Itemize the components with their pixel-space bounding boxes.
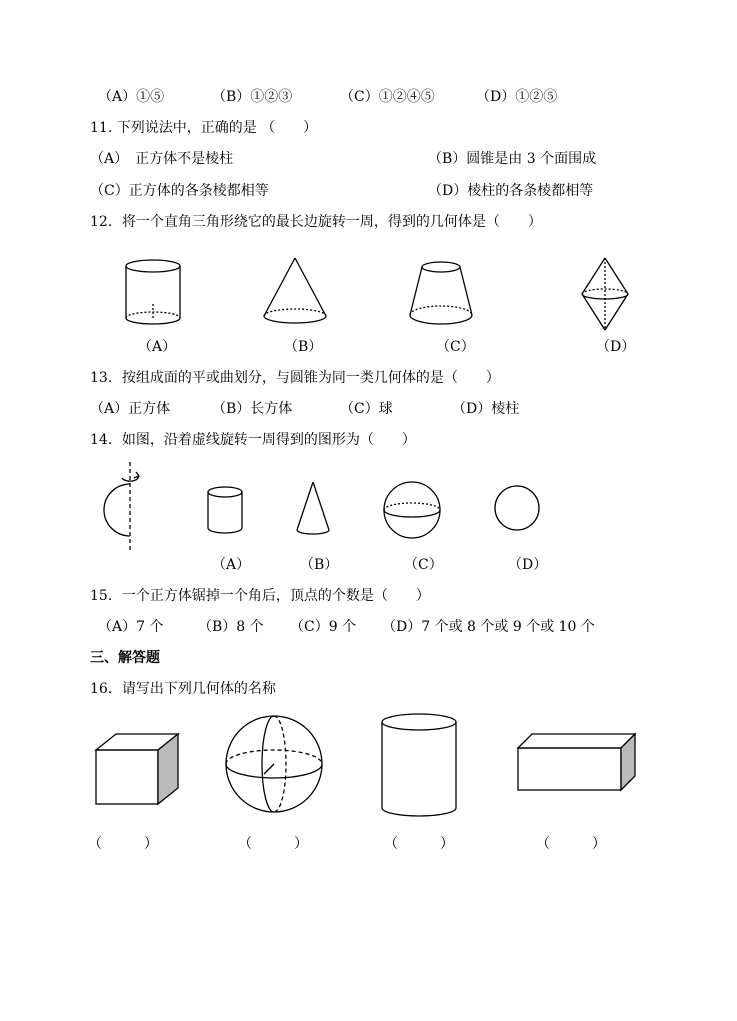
section-title: 三、解答题 <box>90 650 160 666</box>
q15-option-b: （B）8 个 <box>198 619 264 635</box>
q16-cube-figure <box>96 734 178 804</box>
q13-option-d: （D）棱柱 <box>452 401 520 417</box>
q16-blank-2[interactable]: （ ） <box>238 836 308 852</box>
q13-stem: 13．按组成面的平或曲划分，与圆锥为同一类几何体的是（ ） <box>90 370 500 386</box>
q10-option-b: （B）①②③ <box>212 89 293 105</box>
q11-option-c: （C）正方体的各条棱都相等 <box>90 183 269 199</box>
q11-option-d: （D）棱柱的各条棱都相等 <box>428 183 594 199</box>
q15-stem: 15．一个正方体锯掉一个角后，顶点的个数是（ ） <box>90 588 430 604</box>
q14-label-a: （A） <box>212 557 251 573</box>
q15-option-a: （A）7 个 <box>98 619 164 635</box>
q12-label-c: （C） <box>436 339 475 355</box>
q15-option-c: （C）9 个 <box>290 619 357 635</box>
q11-option-b: （B）圆锥是由 3 个面围成 <box>428 151 597 167</box>
q13-option-c: （C）球 <box>340 401 393 417</box>
q14-label-c: （C） <box>404 557 443 573</box>
q16-blank-3[interactable]: （ ） <box>384 836 454 852</box>
q13-option-a: （A）正方体 <box>90 401 171 417</box>
q16-cylinder-figure <box>382 714 456 816</box>
q16-blank-1[interactable]: （ ） <box>88 836 158 852</box>
q14-stem: 14．如图，沿着虚线旋转一周得到的图形为（ ） <box>90 432 416 448</box>
q12-label-b: （B） <box>284 339 323 355</box>
q16-blank-4[interactable]: （ ） <box>536 836 606 852</box>
q10-option-c: （C）①②④⑤ <box>340 89 435 105</box>
q10-option-d: （D）①②⑤ <box>476 89 558 105</box>
q15-option-d: （D）7 个或 8 个或 9 个或 10 个 <box>382 619 595 635</box>
q11-stem: 11. 下列说法中，正确的是 （ ） <box>90 120 318 136</box>
q10-option-a: （A）①⑤ <box>98 89 165 105</box>
q12-label-d: （D） <box>596 339 636 355</box>
q11-option-a: （A） 正方体不是棱柱 <box>90 151 234 167</box>
q14-label-d: （D） <box>508 557 548 573</box>
q12-stem: 12．将一个直角三角形绕它的最长边旋转一周，得到的几何体是（ ） <box>90 214 542 230</box>
q12-label-a: （A） <box>138 339 177 355</box>
q14-label-b: （B） <box>300 557 339 573</box>
q13-option-b: （B）长方体 <box>212 401 293 417</box>
q16-cuboid-figure <box>518 734 635 790</box>
q16-stem: 16．请写出下列几何体的名称 <box>90 681 276 697</box>
q16-sphere-figure <box>226 716 322 812</box>
